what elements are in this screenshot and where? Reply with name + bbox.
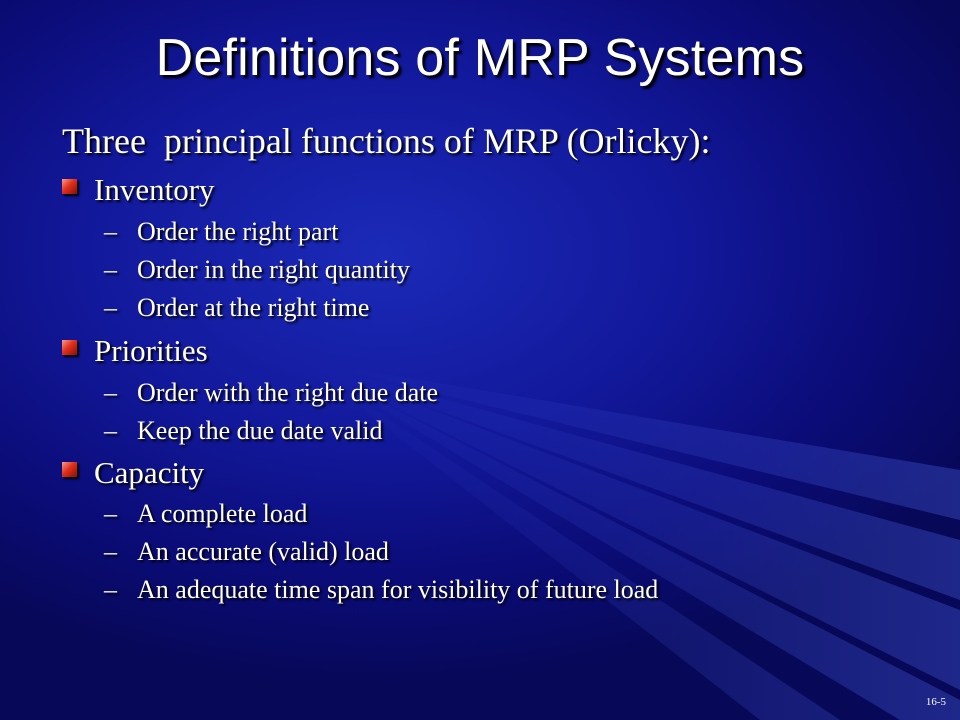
sub-item-text: An adequate time span for visibility of future load (137, 575, 659, 604)
sub-item (104, 416, 382, 448)
bullet-label: Priorities (94, 333, 208, 368)
sub-item-text: An accurate (valid) load (137, 537, 389, 566)
sub-item (104, 217, 338, 249)
sub-item-text: Order in the right quantity (137, 255, 410, 284)
slide-subtitle: Three principal functions of MRP (Orlicky): (62, 121, 711, 161)
square-bullet-icon (62, 462, 77, 477)
square-bullet-icon (62, 179, 77, 194)
sub-item (104, 378, 438, 410)
sub-item-text: Order with the right due date (137, 378, 439, 407)
sub-item (104, 293, 369, 325)
dash-marker: – (104, 575, 117, 604)
bullet-label: Capacity (94, 455, 205, 490)
sub-item-text: Keep the due date valid (137, 416, 383, 445)
slide-number: 16-5 (925, 696, 946, 708)
bullet-label: Inventory (94, 172, 215, 207)
sub-item (104, 537, 389, 569)
sub-item (104, 255, 410, 287)
dash-marker: – (104, 499, 117, 528)
sub-item-text: A complete load (137, 499, 308, 528)
slide-title: Definitions of MRP Systems (155, 29, 805, 87)
sub-item-text: Order the right part (137, 217, 339, 246)
square-bullet-icon (62, 340, 77, 355)
dash-marker: – (104, 378, 117, 407)
dash-marker: – (104, 255, 117, 284)
dash-marker: – (104, 416, 117, 445)
sub-item (104, 575, 658, 607)
dash-marker: – (104, 217, 117, 246)
sub-item-text: Order at the right time (137, 293, 370, 322)
dash-marker: – (104, 537, 117, 566)
sub-item (104, 499, 307, 531)
dash-marker: – (104, 293, 117, 322)
